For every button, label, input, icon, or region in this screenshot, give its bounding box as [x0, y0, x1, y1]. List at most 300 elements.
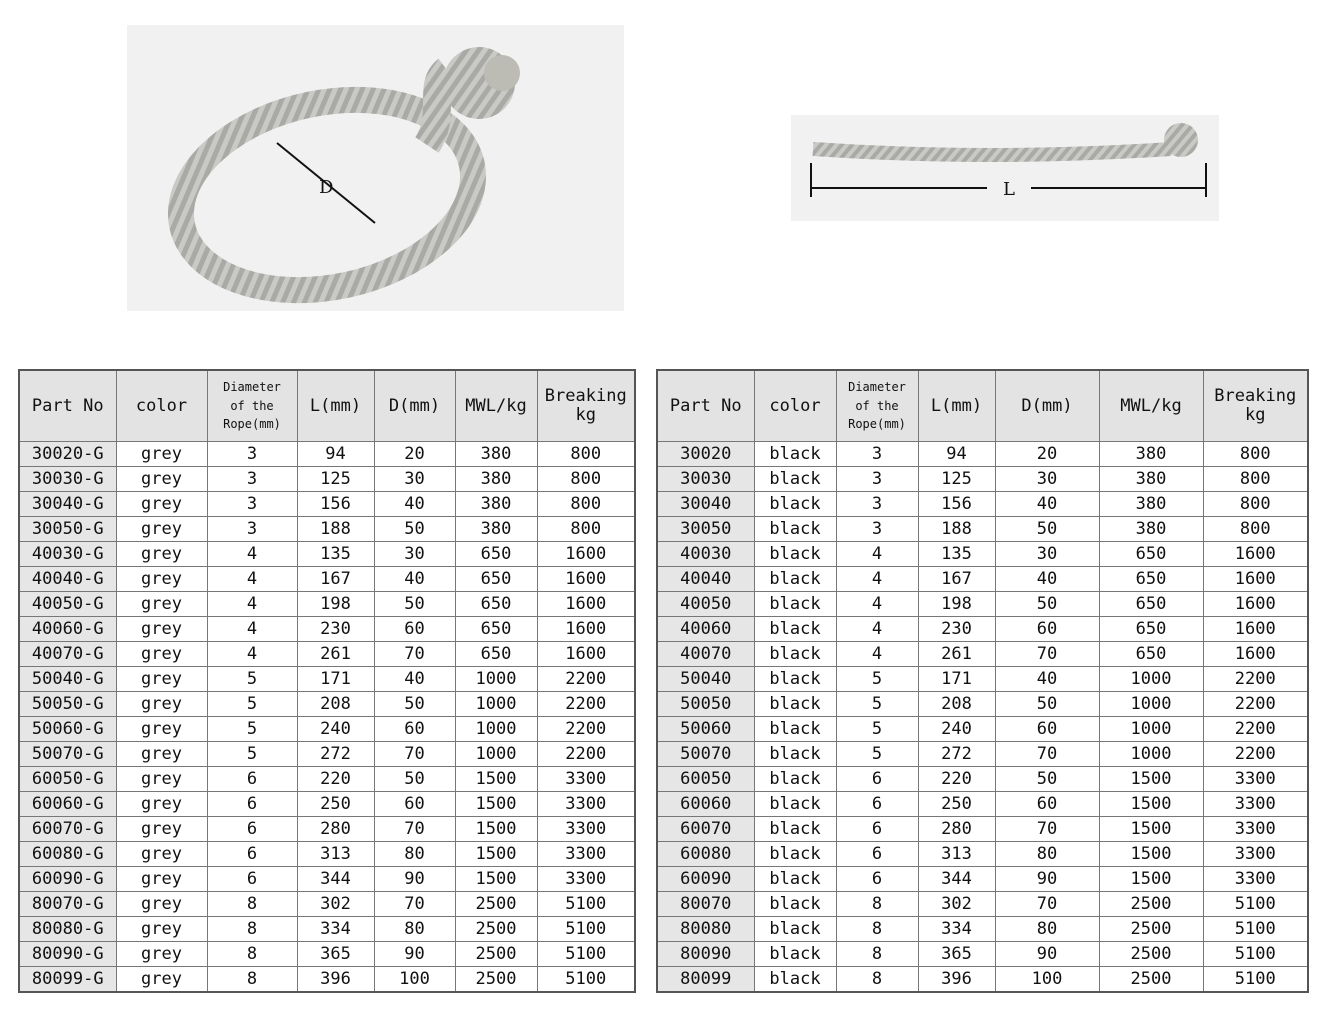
diameter-cell: 6: [836, 867, 918, 892]
loop-diameter-cell: 50: [374, 592, 455, 617]
part-no-cell: 80099: [657, 967, 754, 993]
diameter-cell: 5: [836, 667, 918, 692]
diameter-cell: 8: [836, 917, 918, 942]
part-no-cell: 60060: [657, 792, 754, 817]
header-diameter-line3: Rope(mm): [848, 417, 906, 432]
length-cell: 220: [297, 767, 374, 792]
loop-diameter-cell: 80: [374, 917, 455, 942]
length-cell: 208: [918, 692, 995, 717]
breaking-cell: 1600: [537, 567, 635, 592]
mwl-cell: 2500: [455, 917, 537, 942]
mwl-cell: 1500: [1099, 842, 1203, 867]
table-row: [19, 967, 635, 993]
loop-diameter-cell: 100: [374, 967, 455, 993]
breaking-cell: 800: [1203, 517, 1308, 542]
part-no-cell: 60070-G: [19, 817, 116, 842]
breaking-cell: 5100: [537, 892, 635, 917]
mwl-cell: 1000: [455, 667, 537, 692]
mwl-cell: 1000: [1099, 742, 1203, 767]
part-no-cell: 40060-G: [19, 617, 116, 642]
part-no-cell: 30020: [657, 442, 754, 467]
breaking-cell: 2200: [537, 717, 635, 742]
loop-diameter-cell: 30: [374, 542, 455, 567]
color-cell: grey: [116, 767, 207, 792]
diameter-cell: 6: [836, 817, 918, 842]
loop-diameter-cell: 50: [995, 692, 1099, 717]
mwl-cell: 1000: [1099, 667, 1203, 692]
color-cell: black: [754, 942, 836, 967]
breaking-cell: 5100: [1203, 967, 1308, 993]
black-spec-table: [656, 369, 1309, 993]
part-no-cell: 50050: [657, 692, 754, 717]
breaking-cell: 3300: [537, 792, 635, 817]
length-cell: 230: [918, 617, 995, 642]
part-no-cell: 50060: [657, 717, 754, 742]
part-no-cell: 50040-G: [19, 667, 116, 692]
diameter-cell: 6: [207, 817, 297, 842]
diameter-cell: 6: [836, 792, 918, 817]
length-cell: 302: [297, 892, 374, 917]
table-row: [19, 592, 635, 617]
breaking-cell: 1600: [537, 617, 635, 642]
loop-diameter-cell: 100: [995, 967, 1099, 993]
header-d-mm: D(mm): [995, 370, 1099, 442]
table-row: [657, 717, 1308, 742]
table-row: [657, 767, 1308, 792]
diameter-cell: 3: [207, 442, 297, 467]
header-breaking: [1203, 370, 1308, 442]
length-cell: 272: [918, 742, 995, 767]
diameter-cell: 3: [207, 467, 297, 492]
diameter-cell: 8: [207, 917, 297, 942]
loop-diameter-cell: 60: [995, 792, 1099, 817]
table-row: [19, 517, 635, 542]
color-cell: black: [754, 867, 836, 892]
header-diameter-line2: of the: [855, 398, 899, 413]
diameter-cell: 8: [836, 967, 918, 993]
diameter-cell: 3: [207, 517, 297, 542]
header-diameter-line1: Diameter: [848, 380, 906, 395]
breaking-cell: 800: [537, 517, 635, 542]
color-cell: black: [754, 892, 836, 917]
part-no-cell: 30050-G: [19, 517, 116, 542]
breaking-cell: 800: [1203, 467, 1308, 492]
breaking-cell: 1600: [537, 642, 635, 667]
mwl-cell: 650: [455, 592, 537, 617]
part-no-cell: 50070-G: [19, 742, 116, 767]
mwl-cell: 1000: [1099, 717, 1203, 742]
loop-diameter-cell: 60: [374, 717, 455, 742]
loop-diameter-cell: 50: [995, 767, 1099, 792]
breaking-cell: 800: [1203, 442, 1308, 467]
color-cell: grey: [116, 967, 207, 993]
breaking-cell: 1600: [1203, 642, 1308, 667]
breaking-cell: 800: [537, 442, 635, 467]
loop-diameter-cell: 80: [374, 842, 455, 867]
loop-diameter-cell: 30: [995, 467, 1099, 492]
color-cell: grey: [116, 517, 207, 542]
table-row: [657, 642, 1308, 667]
breaking-cell: 3300: [1203, 792, 1308, 817]
length-cell: 198: [297, 592, 374, 617]
mwl-cell: 2500: [455, 967, 537, 993]
header-breaking-line1: Breaking: [544, 386, 627, 407]
loop-diameter-cell: 70: [995, 817, 1099, 842]
table-header-row: [657, 370, 1308, 442]
length-cell: 250: [918, 792, 995, 817]
diameter-cell: 4: [207, 567, 297, 592]
loop-shackle-illustration: [127, 25, 624, 311]
loop-diameter-cell: 80: [995, 842, 1099, 867]
table-row: [657, 592, 1308, 617]
diameter-cell: 3: [836, 517, 918, 542]
diameter-cell: 4: [836, 617, 918, 642]
header-breaking-line2: kg: [575, 405, 596, 425]
dimension-label-d: D: [319, 177, 334, 198]
part-no-cell: 30030-G: [19, 467, 116, 492]
diameter-cell: 4: [836, 567, 918, 592]
breaking-cell: 2200: [1203, 742, 1308, 767]
table-row: [19, 742, 635, 767]
part-no-cell: 40040-G: [19, 567, 116, 592]
part-no-cell: 60050-G: [19, 767, 116, 792]
header-d-mm: D(mm): [374, 370, 455, 442]
breaking-cell: 1600: [537, 542, 635, 567]
color-cell: black: [754, 667, 836, 692]
table-row: [19, 717, 635, 742]
mwl-cell: 1500: [455, 767, 537, 792]
header-l-mm: L(mm): [297, 370, 374, 442]
diameter-cell: 4: [207, 592, 297, 617]
length-cell: 313: [918, 842, 995, 867]
loop-diameter-cell: 40: [995, 567, 1099, 592]
header-diameter-line3: Rope(mm): [223, 417, 281, 432]
mwl-cell: 650: [1099, 567, 1203, 592]
color-cell: grey: [116, 842, 207, 867]
breaking-cell: 1600: [537, 592, 635, 617]
table-row: [657, 667, 1308, 692]
loop-shackle-photo: [127, 25, 624, 311]
mwl-cell: 380: [1099, 442, 1203, 467]
diameter-cell: 3: [836, 492, 918, 517]
color-cell: grey: [116, 642, 207, 667]
length-cell: 156: [918, 492, 995, 517]
loop-diameter-cell: 40: [374, 667, 455, 692]
color-cell: grey: [116, 892, 207, 917]
diameter-cell: 8: [207, 967, 297, 993]
table-row: [19, 642, 635, 667]
breaking-cell: 5100: [537, 942, 635, 967]
loop-diameter-cell: 30: [374, 467, 455, 492]
color-cell: black: [754, 642, 836, 667]
breaking-cell: 5100: [537, 967, 635, 993]
mwl-cell: 1500: [455, 817, 537, 842]
header-l-mm: L(mm): [918, 370, 995, 442]
part-no-cell: 50040: [657, 667, 754, 692]
part-no-cell: 60070: [657, 817, 754, 842]
mwl-cell: 650: [455, 542, 537, 567]
loop-diameter-cell: 20: [374, 442, 455, 467]
header-part-no: Part No: [657, 370, 754, 442]
mwl-cell: 2500: [455, 942, 537, 967]
breaking-cell: 5100: [1203, 942, 1308, 967]
diameter-cell: 4: [836, 642, 918, 667]
table-row: [19, 767, 635, 792]
length-cell: 188: [297, 517, 374, 542]
length-cell: 171: [918, 667, 995, 692]
header-breaking-line1: Breaking: [1214, 386, 1297, 407]
length-cell: 167: [918, 567, 995, 592]
mwl-cell: 1500: [1099, 867, 1203, 892]
table-row: [657, 517, 1308, 542]
loop-diameter-cell: 70: [995, 642, 1099, 667]
length-cell: 125: [918, 467, 995, 492]
color-cell: black: [754, 517, 836, 542]
color-cell: grey: [116, 717, 207, 742]
breaking-cell: 3300: [537, 817, 635, 842]
header-breaking-line2: kg: [1245, 405, 1266, 425]
length-cell: 272: [297, 742, 374, 767]
loop-diameter-cell: 50: [995, 592, 1099, 617]
part-no-cell: 60060-G: [19, 792, 116, 817]
length-cell: 94: [297, 442, 374, 467]
header-diameter-line1: Diameter: [223, 380, 281, 395]
length-cell: 188: [918, 517, 995, 542]
diameter-cell: 5: [836, 717, 918, 742]
loop-diameter-cell: 30: [995, 542, 1099, 567]
diameter-cell: 6: [207, 792, 297, 817]
color-cell: grey: [116, 817, 207, 842]
loop-diameter-cell: 70: [374, 642, 455, 667]
color-cell: grey: [116, 492, 207, 517]
part-no-cell: 40070: [657, 642, 754, 667]
table-row: [657, 892, 1308, 917]
table-row: [19, 542, 635, 567]
breaking-cell: 800: [537, 467, 635, 492]
header-color: color: [754, 370, 836, 442]
mwl-cell: 1500: [455, 842, 537, 867]
part-no-cell: 30040-G: [19, 492, 116, 517]
color-cell: black: [754, 967, 836, 993]
loop-diameter-cell: 50: [374, 517, 455, 542]
color-cell: grey: [116, 467, 207, 492]
loop-diameter-cell: 60: [995, 717, 1099, 742]
straight-shackle-illustration: [791, 115, 1219, 221]
table-row: [657, 917, 1308, 942]
diameter-cell: 3: [836, 467, 918, 492]
diameter-cell: 5: [207, 717, 297, 742]
length-cell: 135: [918, 542, 995, 567]
table-row: [657, 742, 1308, 767]
table-row: [657, 942, 1308, 967]
mwl-cell: 380: [1099, 517, 1203, 542]
color-cell: grey: [116, 667, 207, 692]
diameter-cell: 8: [836, 942, 918, 967]
length-cell: 334: [918, 917, 995, 942]
mwl-cell: 650: [1099, 592, 1203, 617]
length-cell: 167: [297, 567, 374, 592]
diameter-cell: 8: [207, 892, 297, 917]
table-row: [657, 492, 1308, 517]
loop-diameter-cell: 60: [374, 617, 455, 642]
table-row: [19, 442, 635, 467]
loop-diameter-cell: 90: [374, 867, 455, 892]
mwl-cell: 2500: [455, 892, 537, 917]
mwl-cell: 380: [455, 517, 537, 542]
table-row: [19, 617, 635, 642]
loop-diameter-cell: 70: [374, 892, 455, 917]
rope-strand: [813, 149, 1171, 155]
color-cell: grey: [116, 567, 207, 592]
table-row: [657, 842, 1308, 867]
part-no-cell: 80080-G: [19, 917, 116, 942]
breaking-cell: 2200: [1203, 667, 1308, 692]
breaking-cell: 800: [1203, 492, 1308, 517]
breaking-cell: 3300: [537, 867, 635, 892]
breaking-cell: 1600: [1203, 617, 1308, 642]
breaking-cell: 2200: [537, 692, 635, 717]
mwl-cell: 2500: [1099, 967, 1203, 993]
color-cell: grey: [116, 867, 207, 892]
breaking-cell: 3300: [1203, 817, 1308, 842]
table-row: [19, 792, 635, 817]
length-cell: 365: [918, 942, 995, 967]
color-cell: black: [754, 717, 836, 742]
diameter-cell: 6: [207, 867, 297, 892]
breaking-cell: 3300: [537, 767, 635, 792]
color-cell: black: [754, 767, 836, 792]
length-cell: 344: [297, 867, 374, 892]
table-row: [19, 942, 635, 967]
color-cell: grey: [116, 617, 207, 642]
mwl-cell: 650: [455, 642, 537, 667]
diameter-cell: 5: [207, 667, 297, 692]
length-cell: 365: [297, 942, 374, 967]
mwl-cell: 650: [1099, 542, 1203, 567]
breaking-cell: 2200: [537, 742, 635, 767]
loop-diameter-cell: 20: [995, 442, 1099, 467]
table-row: [19, 692, 635, 717]
loop-diameter-cell: 70: [374, 817, 455, 842]
table-row: [19, 567, 635, 592]
mwl-cell: 650: [455, 617, 537, 642]
mwl-cell: 1500: [1099, 792, 1203, 817]
length-cell: 208: [297, 692, 374, 717]
header-mwl: MWL/kg: [1099, 370, 1203, 442]
mwl-cell: 1000: [1099, 692, 1203, 717]
color-cell: black: [754, 917, 836, 942]
part-no-cell: 30020-G: [19, 442, 116, 467]
mwl-cell: 1500: [1099, 767, 1203, 792]
length-cell: 156: [297, 492, 374, 517]
table-row: [657, 817, 1308, 842]
loop-diameter-cell: 90: [995, 867, 1099, 892]
length-cell: 280: [297, 817, 374, 842]
loop-diameter-cell: 90: [995, 942, 1099, 967]
table-row: [657, 467, 1308, 492]
loop-diameter-cell: 50: [374, 767, 455, 792]
diameter-cell: 5: [836, 742, 918, 767]
length-cell: 396: [297, 967, 374, 993]
length-cell: 125: [297, 467, 374, 492]
table-row: [19, 867, 635, 892]
part-no-cell: 60090: [657, 867, 754, 892]
color-cell: grey: [116, 742, 207, 767]
part-no-cell: 50070: [657, 742, 754, 767]
loop-diameter-cell: 40: [995, 667, 1099, 692]
mwl-cell: 650: [455, 567, 537, 592]
part-no-cell: 80099-G: [19, 967, 116, 993]
breaking-cell: 5100: [537, 917, 635, 942]
part-no-cell: 80090: [657, 942, 754, 967]
table-row: [19, 917, 635, 942]
length-cell: 261: [297, 642, 374, 667]
loop-diameter-cell: 40: [374, 567, 455, 592]
color-cell: black: [754, 792, 836, 817]
header-color: color: [116, 370, 207, 442]
diameter-cell: 6: [207, 767, 297, 792]
diameter-cell: 6: [207, 842, 297, 867]
loop-diameter-cell: 60: [374, 792, 455, 817]
rope-knot-cap: [484, 55, 520, 91]
mwl-cell: 380: [1099, 467, 1203, 492]
straight-shackle-photo: [791, 115, 1219, 221]
header-part-no: Part No: [19, 370, 116, 442]
mwl-cell: 380: [455, 492, 537, 517]
mwl-cell: 2500: [1099, 892, 1203, 917]
color-cell: black: [754, 592, 836, 617]
color-cell: black: [754, 692, 836, 717]
length-cell: 171: [297, 667, 374, 692]
table-row: [657, 867, 1308, 892]
table-row: [657, 542, 1308, 567]
loop-diameter-cell: 80: [995, 917, 1099, 942]
color-cell: black: [754, 542, 836, 567]
diameter-cell: 4: [207, 542, 297, 567]
length-cell: 220: [918, 767, 995, 792]
mwl-cell: 2500: [1099, 917, 1203, 942]
length-cell: 396: [918, 967, 995, 993]
length-cell: 280: [918, 817, 995, 842]
length-cell: 240: [297, 717, 374, 742]
diameter-cell: 4: [836, 592, 918, 617]
mwl-cell: 650: [1099, 617, 1203, 642]
loop-diameter-cell: 50: [995, 517, 1099, 542]
loop-diameter-cell: 90: [374, 942, 455, 967]
length-cell: 261: [918, 642, 995, 667]
table-row: [657, 442, 1308, 467]
mwl-cell: 380: [455, 467, 537, 492]
mwl-cell: 1500: [455, 867, 537, 892]
breaking-cell: 1600: [1203, 567, 1308, 592]
mwl-cell: 1500: [455, 792, 537, 817]
length-cell: 302: [918, 892, 995, 917]
part-no-cell: 40050: [657, 592, 754, 617]
mwl-cell: 1000: [455, 717, 537, 742]
loop-diameter-cell: 50: [374, 692, 455, 717]
color-cell: black: [754, 492, 836, 517]
table-row: [19, 492, 635, 517]
length-cell: 240: [918, 717, 995, 742]
part-no-cell: 80070-G: [19, 892, 116, 917]
part-no-cell: 60050: [657, 767, 754, 792]
color-cell: grey: [116, 942, 207, 967]
diameter-cell: 5: [207, 692, 297, 717]
table-row: [19, 892, 635, 917]
header-diameter-line2: of the: [230, 398, 274, 413]
breaking-cell: 5100: [1203, 892, 1308, 917]
diameter-cell: 6: [836, 842, 918, 867]
